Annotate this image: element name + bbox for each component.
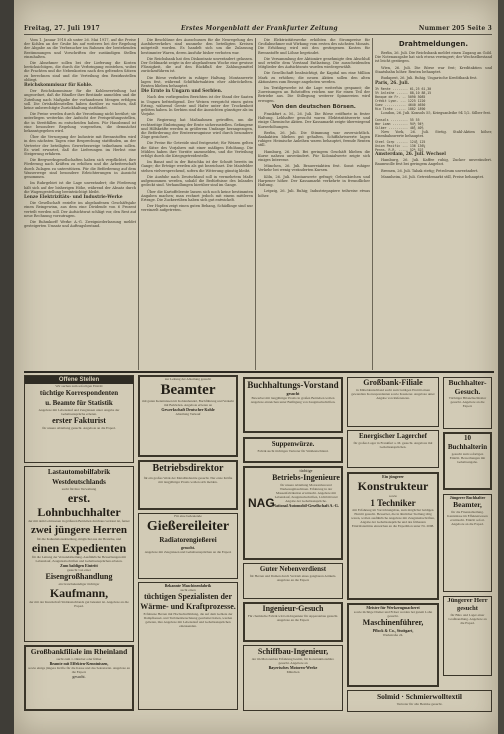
ad-maschinenfabrik-title: Bekannte Maschinenfabrik (164, 583, 212, 588)
ad-konstrukteur-title: Konstrukteur (357, 479, 429, 493)
ad-beamter: zur Leitung der Abteilung gesucht Beamter mit guten Kenntnissen im Kohlenhandel, Buchführung und Verkehr mit Behörden. Angebote erbeten an Gewerkschaft Deutscher Kohle Abteilung Verkauf (138, 375, 238, 457)
masthead-date: Freitag, 27. Juli 1917 (24, 25, 100, 32)
col2-headline: Die Ernte in Ungarn und Serbien. (141, 89, 223, 95)
quote-table-3: Steel Corp ...... 124¾ 125 Union Pacific ... 136 136¼ Penns. R.R. ..... 52½ 52¾ (375, 140, 426, 153)
ad-eisengrosshandlung: Eisengroßhandlung (45, 572, 113, 581)
text-column-4: Drahtmeldungen. Berlin, 26. Juli. Die Reichsbank meldet einen Zugang an Gold. Die Notenausgabe hat sich etwas verringert; der Wechselbestand ist leicht gestiegen. Wien, 26. Juli. Die Börse war fest; Kreditaktien und Staatsbahn höher. Renten behauptet. Budapest, 26. Juli. Ruhig. Ungarische Kreditbank fest. Paris, 26. Juli. 3% Rente ........ 61,25 61,30 5% Anleihe ...... 88,10 88,15 Banque de Fr. .. 5090 5085 Crédit Lyon. ... 1225 1220 Suez ........... 4640 4650 Rio Tinto ...... 1882 1890 London, 26. Juli. Konsols 55, Kriegsanleihe 94 1/2. Silber fest. Consols ......... 55 55 War Loan ........ 94½ 94½ Silber .......... 40¾ 40⅞ New York, 26. Juli. Stetig. Stahl-Aktien höher, Eisenbahnwerte behauptet. Steel Corp ...... 124¾ 125 Union Pacific ... 136 136¼ Penns. R.R. ..... 52½ 52¾ Amsterdam, 26. Juli. Wechsel Hamburg, 26. Juli. Kaffee ruhig, Zucker unverändert. Baumwolle fest bei geringem Angebot. Bremen, 26. Juli. Tabak stetig; Petroleum unverändert. Mannheim, 26. Juli. Getreidemarkt still, Preise behauptet. (375, 40, 492, 179)
ad-konstrukteur: Ein jüngerer Konstrukteur sowie 1 Techniker mit Erfahrung im Vorrichtungsbau, zum möglichst baldigen Eintritt gesucht. Bewerber, die in ähnlicher Stellung tätig waren, wollen ausführliche Angebote mit Zeugnisabschriften, Angabe der Gehaltsansprüche und des frühesten Eintrittstermins einreichen an die Expedition unter Nr. 2098. (347, 472, 439, 600)
ad-suppenwuerze-title: Suppenwürze. (271, 440, 315, 448)
ad-buchhalterin: 10 Buchhalterin gesucht zum sofortigen Eintritt. Bewerbungen mit Gehaltsangabe. (443, 432, 492, 490)
text-column-2: Die Beschlüsse des Ausschusses für die Neuregelung des Ausfuhrverkehrs sind nunmehr den beteiligten Kreisen mitgeteilt worden. Es handelt sich um die Zulassung bestimmter Waren, deren Ausfuhr bisher verboten war. Die Reichsbank hat den Diskontsatz unverändert gelassen. Der Geldmarkt zeigte in der abgelaufenen Woche eine gewisse Flüssigkeit, die auf den Rückfluß der Zahlungsmittel zurückzuführen ist. Die Börse verkehrte in ruhiger Haltung. Montanwerte lagen fest, während Schiffahrtsaktien eher abbröckelten. Renten blieben behauptet. Die Ernte in Ungarn und Serbien. Nach den vorliegenden Berichten ist der Stand der Saaten in Ungarn befriedigend. Der Weizen verspricht einen guten Ertrag, während Gerste und Hafer unter der Trockenheit gelitten haben. In Serbien sind die Aussichten günstiger als im Vorjahr. Die Regierung hat Maßnahmen getroffen, um die rechtzeitige Einbringung der Ernte sicherzustellen. Gefangene und Hilfskräfte werden in größerem Umfange herangezogen, die Beförderung der Ernteerzeugnisse wird durch besondere Züge gesichert. Die Preise für Getreide sind festgesetzt; für Weizen gelten die Sätze des Vorjahres mit einer mäßigen Erhöhung. Die Mühlen haben ihre Vorräte anzumelden, und die Verteilung erfolgt durch die Kriegsgetreidestelle. Im Banat und in der Batschka ist der Schnitt bereits im Gange; die Erträge werden als gut bezeichnet. Die Maisfelder stehen vielversprechend, sofern die Witterung günstig bleibt. Die Ausfuhr nach Deutschland soll in vermehrtem Maße aufgenommen werden, sobald die Bedürfnisse des Inlandes gedeckt sind. Verhandlungen hierüber sind im Gange. Über die Kartoffelernte lassen sich noch keine bestimmten Angaben machen; man rechnet jedoch mit einem mittleren Ertrage. Die Zuckerrüben haben sich gut entwickelt. Der Hopfen zeigt einen guten Behang, Schädlinge sind nur vereinzelt aufgetreten. (141, 38, 253, 213)
ad-nag-pre: tüchtige (299, 468, 313, 473)
ad-betriebsdirektor: Betriebsdirektor für ein großes Werk der Metallindustrie gesucht. Nur erste Kräfte mit langjähriger Praxis wollen sich melden. (138, 460, 238, 510)
text-column-1: Vom 1. Januar 1918 ab unter 26. Mai 1917, auf die Preise der Kohlen an der Grube bis auf weiteres bei der Regelung der Abgabe an die Verbraucher im Rahmen der bestehenden Bestimmungen und Vorschriften der zuständigen Stellen einzuhalten. Die Abnehmer sollen bei der Lieferung die Kosten berücksichtigen, die durch die Verbringung entstehen, wobei die Frachten und die Nebenkosten nach den geltenden Sätzen zu berechnen sind und die Verteilung den Bezirksstellen obliegt. Reichskommissar für Kohle. Der Reichskommissar für die Kohlenverteilung hat angeordnet, daß die Händler ihre Bestände anmelden und die Zuteilung nach Maßgabe der vorhandenen Mengen erfolgen soll. Die Ortskohlenstellen haben darüber zu wachen, daß keine unberechtigte Zurückhaltung stattfindet. Die Preise werden durch die Verordnung nicht berührt; sie unterliegen weiterhin der Aufsicht der Preisprüfungsstellen, die in Streitfällen zu entscheiden haben. Für Hausbrand ist eine besondere Regelung vorgesehen, die demnächst bekanntgegeben wird. Über die Versorgung der Industrie mit Brennstoffen wird in den nächsten Tagen eine Besprechung stattfinden, an der Vertreter der beteiligten Gewerbezweige teilnehmen sollen. Es wird erwartet, daß die Lieferungen im Herbst eine Steigerung erfahren. Die Bergwerksgesellschaften haben sich verpflichtet, ihre Förderung nach Kräften zu erhöhen und die Arbeiterschaft durch Zulagen zu unterstützen. Für die Beförderung auf dem Wasserwege sind besondere Erleichterungen in Aussicht genommen. Im Ruhrgebiet ist die Lage unverändert; die Förderung hält sich auf der bisherigen Höhe, während der Absatz durch die Wagengestellung beeinträchtigt bleibt. Lenze Elektrizitäts- und Industrie-Werke Die Gesellschaft erzielte im abgelaufenen Geschäftsjahr einen Reingewinn, aus dem eine Dividende von 6 Prozent verteilt werden soll. Der Aufsichtsrat schlägt vor, den Rest auf neue Rechnung vorzutragen. Die Ruhmkorff Werke A.-G. Zweigniederlassung meldet gesteigerten Umsatz und Auftragsbestand. (24, 38, 136, 229)
drahtmeldungen-heading: Drahtmeldungen. (398, 40, 469, 48)
ad-buchhalter-gesuch-title: Buchhalter-Gesuch. (448, 378, 487, 396)
masthead-page-number: Nummer 205 Seite 3 (418, 25, 492, 32)
ad-nag-company: National Automobil-Gesellschaft A.-G. (273, 503, 339, 508)
ad-nag-title: Betriebs-Ingenieure (272, 473, 340, 482)
ad-ingenieur-gesuch: Ingenieur-Gesuch Für chemische Fabrik wird ein Ingenieur für Apparatebau gesucht. Angebote an die Exped. (243, 602, 343, 642)
ad-beamter-juengerer: Jüngerer Buchhalter Beamter, für die Finanzabteilung. Kenntnisse im Effektenwesen erwünscht. Eintritt sofort. Angebote an die Exped. (443, 494, 492, 592)
ad-statistik: u. Beamte für Statistik (45, 399, 113, 407)
ad-lohnbuchhalter: erst. Lohnbuchhalter (37, 491, 121, 519)
ad-korrespondenten: tüchtige Korrespondenten (39, 389, 119, 397)
ad-nebenverdienst: Guter Nebenverdienst für Herren und Damen durch Vertrieb eines gangbaren Artikels. Angebote an die Exped. (243, 563, 343, 599)
ad-grossbank-filiale: Großbank-Filiale in Mitteldeutschland sucht zum baldigen Eintritt einen gewandten Korrespondenten sowie Kassierer. Angebote unter Angabe von Referenzen. (347, 377, 439, 427)
quote-table-2: Consols ......... 55 55 War Loan ........ 94½ 94½ Silber .......... 40¾ 40⅞ (375, 117, 424, 130)
scan-border-right (498, 0, 504, 734)
col1-headline-2: Lenze Elektrizitäts- und Industrie-Werke (24, 194, 123, 200)
ad-konstrukteur-pre: Ein jüngerer (382, 474, 404, 479)
ad-suppenwuerze: Suppenwürze. Fabrik sucht tüchtigen Vertreter für Süddeutschland. (243, 437, 343, 463)
ad-buchhalterin-title: 10 Buchhalterin (447, 434, 488, 451)
ad-zwei-herren: zwei jüngere Herren (30, 524, 128, 536)
ad-schiffbau-title: Schiffbau-Ingenieur, (257, 647, 329, 656)
ad-techniker: 1 Techniker (370, 498, 416, 508)
ad-lastautomobilfabrik: Lastautomobilfabrik Westdeutschlands sucht für ihre Verwaltung erst. Lohnbuchhalter der mit dem Lohnwesen in größeren Betrieben durchaus vertraut ist, ferner zwei jüngere Herren für die Kalkulationsabteilung, möglichst aus der Branche, und einen Expedienten für die Leitung der Versandabteilung. Ausführliche Bewerbungen mit Lebenslauf, Zeugnisabschriften und Gehaltsansprüchen erbeten. Zum baldigen Eintritt gesucht von einer Eisengroßhandlung ein branchekundiger tüchtiger Kaufmann, der mit der Kundschaft Süddeutschlands gut bekannt ist. Angebote an die Exped. (24, 466, 134, 642)
ad-werkzeugmacherei: Meister für Werkzeugmacherei sowie tüchtige Dreher und Fräser werden bei gutem Lohn gesucht. Maschinenführer, Pflock & Co., Stuttgart, Werkstraße 24. (347, 603, 439, 687)
ad-lastauto-title: Lastautomobilfabrik Westdeutschlands (47, 468, 111, 486)
ad-solmid: Solmid · Schmierwolltextil Vertreter für alle Bezirke gesucht. (347, 690, 492, 712)
ad-expedienten: einen Expedienten (31, 541, 127, 555)
col3-subhead: Von den deutschen Börsen. (272, 103, 356, 110)
ad-schiffbau: Schiffbau-Ingenieur, der im Motorenbau Erfahrung besitzt, für Konstruktionsbüro gesucht. Angebote an Bayerisches Motoren-Werke München (243, 645, 343, 711)
ad-juengerer-herr: Jüngerer Herr gesucht für Büro und Lager einer Großhandlung. Angebote an die Exped. (443, 596, 492, 676)
ad-buchhalter-gesuch: Buchhalter-Gesuch. Tüchtiger Bilanzbuchhalter gesucht. Angebote an die Exped. (443, 377, 492, 429)
ad-jueng-beamter: Beamter, (453, 500, 482, 509)
ad-werkzeug-title: Meister für Werkzeugmacherei (366, 605, 420, 610)
text-column-3: Die Elektrizitätswerke erhöhten die Strompreise für Großabnehmer mit Wirkung vom ersten des nächsten Monats. Die Erhöhung wird mit den gestiegenen Kosten für Brennstoffe und Löhne begründet. Die Versammlung der Aktionäre genehmigte den Abschluß und erteilte dem Vorstand Entlastung. Die ausscheidenden Mitglieder des Aufsichtsrats wurden wiedergewählt. Die Gesellschaft beabsichtigt, ihr Kapital um eine Million Mark zu erhöhen; die neuen Aktien sollen den alten Aktionären zum Bezuge angeboten werden. Im Textilgewerbe ist die Lage weiterhin gespannt; die Zuweisungen an Rohstoffen reichen nur für einen Teil der Betriebe aus. Die Stillegung weiterer Spinnereien wird erwogen. Von den deutschen Börsen. Frankfurt a. M., 26. Juli. Die Börse eröffnete in fester Haltung. Lebhafter gesucht waren Elektrizitätswerte und einige Chemische Aktien. Der Kassamarkt zeigte überwiegend Kurserhöhungen. Berlin, 26. Juli. Die Stimmung war zuversichtlich. Bankaktien blieben gut gehalten, Schiffahrtswerte lagen ruhiger. Heimische Anleihen waren behauptet, fremde Renten still. Hamburg, 26. Juli. Bei geringem Geschäft blieben die Kurse nahezu unverändert. Für Kolonialwerte zeigte sich einiges Interesse. München, 26. Juli. Brauereiaktien fest. Sonst ruhiger Verkehr bei wenig veränderten Kursen. Köln, 26. Juli. Montanwerte gefragt; Gelsenkirchen und Harpener höher. Der Kassamarkt verkehrte in freundlicher Haltung. Leipzig, 26. Juli. Ruhig; Industriepapiere teilweise etwas höher. (258, 38, 370, 198)
column-rule-1 (138, 38, 139, 370)
column-rule-3 (372, 38, 373, 370)
ad-effekten: Beamte mit Effekten-Kenntnissen, (49, 661, 109, 666)
ad-offene-stellen-bar: Offene Stellen (25, 376, 133, 384)
ad-rheinland-tail: gesucht. (72, 674, 86, 679)
ad-grossbank-title: Großbank-Filiale (363, 378, 423, 387)
ad-bmw: Bayerisches Motoren-Werke (268, 665, 318, 670)
ad-spezialisten: tüchtigen Spezialisten der Wärme- und Kraftprozesse. (140, 592, 236, 611)
ad-radiatoren: Radiatorengießerei (159, 536, 217, 544)
ad-beamter-title: Beamter (160, 382, 216, 398)
ad-juengerer-herr-title: Jüngerer Herr gesucht (447, 597, 488, 612)
ad-kaufmann: Kaufmann, (49, 586, 109, 600)
quote-table-1: 3% Rente ........ 61,25 61,30 5% Anleihe ...... 88,10 88,15 Banque de Fr. .. 5090 5085 Crédit Lyon. ... 1225 1220 Suez ........... 4640 4650 Rio Tinto ...... 1882 1890 (375, 87, 432, 112)
col1-headline: Reichskommissar für Kohle. (24, 83, 93, 89)
ad-rheinland-title: Großbankfiliale im Rheinland (30, 647, 128, 656)
ad-zum-baldigen: Zum baldigen Eintritt (60, 563, 98, 568)
ad-pflock: Pflock & Co., Stuttgart, (372, 628, 414, 633)
column-rule-2 (255, 38, 256, 370)
ad-maschinenfabrik: Bekannte Maschinenfabrik sucht einen tüchtigen Spezialisten der Wärme- und Kraftprozesse. Erfahrene Herren mit Hochschulbildung, die auf dem Gebiete der Dampfkessel- und Turbinenberechnung gearbeitet haben, werden gebeten, ihre Angebote mit Lebenslauf und Gehaltsansprüchen einzusenden. (138, 582, 238, 710)
ad-giessereileiter: Für eine bedeutende Gießereileiter Radiatorengießerei gesucht. Angebote mit Zeugnissen und Gehaltsansprüchen an die Exped. (138, 513, 238, 579)
col4-headline: Paris, 26. Juli. (375, 81, 410, 87)
ad-jueng-buchhalter: Jüngerer Buchhalter (449, 495, 486, 500)
ad-offene-stellen: Offene Stellen Wir suchen zum sofortigen Eintritt tüchtige Korrespondenten u. Beamte für Statistik Angebote mit Lebenslauf und Zeugnissen unter Angabe der Gehaltsansprüche erbeten. erster Fakturist für unsere Abteilung gesucht. Angebote an die Exped. (24, 375, 134, 463)
ad-nag-ingenieure: NAG tüchtige Betriebs-Ingenieure für unsere Abteilung Motorenbau und Werkzeugmaschinen. Erfahrung in der Massenfabrikation erwünscht. Angebote mit Lebenslauf, Zeugnisabschriften, Lichtbild und Angabe der Gehaltsansprüche. National Automobil-Gesellschaft A.-G. (243, 466, 343, 560)
ad-grossbankfiliale-rheinland: Großbankfiliale im Rheinland sucht zum 1. Oktober oder früher Beamte mit Effekten-Kenntnissen, sowie einige jüngere Kräfte für die Kasse und das Sekretariat. Angebote an die Exped. gesucht. (24, 645, 134, 711)
ad-solmid-title: Solmid · Schmierwolltextil (377, 692, 462, 701)
ad-nebenverdienst-title: Guter Nebenverdienst (259, 565, 327, 573)
ad-buchhaltung-title: Buchhaltungs-Vorstand (247, 380, 339, 390)
nag-logo: NAG (248, 496, 275, 510)
ad-betriebsdirektor-title: Betriebsdirektor (152, 463, 224, 474)
ad-giessereileiter-title: Gießereileiter (146, 519, 230, 534)
masthead-title: Erstes Morgenblatt der Frankfurter Zeitung (180, 25, 338, 32)
newspaper-page (14, 0, 498, 734)
ad-buchhaltungs-vorstand: Buchhaltungs-Vorstand gesucht Bewerber mit langjähriger Praxis in großen Betrieben wollen Angebote einreichen unter Beifügung von Zeugnisabschriften. (243, 377, 343, 433)
scan-border-left (0, 0, 14, 734)
ad-fakturist: erster Fakturist (52, 416, 106, 425)
ad-buchhaltung-sub: gesucht (286, 391, 300, 396)
ad-maschinenfuehrer: Maschinenführer, (362, 618, 424, 627)
section-divider (24, 371, 494, 373)
ad-ingenieur-gesuch-title: Ingenieur-Gesuch (262, 604, 324, 613)
masthead (24, 24, 492, 35)
col4-subline: Amsterdam, 26. Juli. Wechsel (375, 152, 446, 158)
ad-giesserei-gesucht: gesucht. (181, 545, 195, 550)
ad-lagerchef: Energischer Lagerchef für großes Lager in Frankfurt a. M. gesucht. Angebote mit Gehaltsansprüchen. (347, 430, 439, 468)
ad-lagerchef-title: Energischer Lagerchef (359, 432, 427, 440)
ad-beamter-company: Gewerkschaft Deutscher Kohle (161, 407, 215, 412)
